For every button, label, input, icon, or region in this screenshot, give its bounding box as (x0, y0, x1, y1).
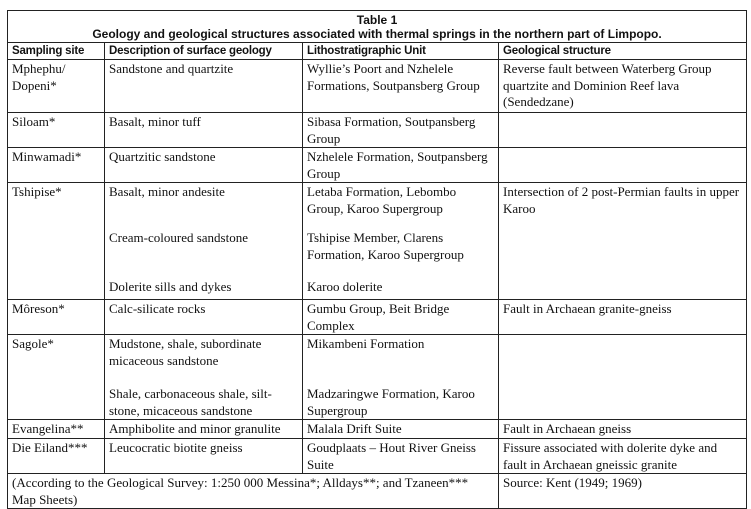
geology-table (7, 10, 747, 509)
table-title: Table 1 (356, 13, 398, 27)
unit-entry: Tshipise Member, Clarens Formation, Karoo Supergroup (307, 230, 464, 262)
table-row (8, 335, 747, 420)
table-row (8, 60, 747, 113)
table-row (8, 420, 747, 439)
description-entry: Calc-silicate rocks (109, 301, 206, 316)
cell-unit (303, 335, 499, 420)
description-entry: Sandstone and quartzite (109, 61, 234, 76)
description-entry: Shale, carbonaceous shale, silt-stone, micaceous sandstone (109, 386, 272, 418)
footer-row (8, 474, 747, 509)
cell-unit (303, 420, 499, 439)
header-row (8, 43, 747, 60)
cell-structure (499, 148, 747, 183)
cell-description (105, 148, 303, 183)
cell-site: Tshipise* (8, 183, 105, 300)
cell-structure: Fault in Archaean gneiss (499, 420, 747, 439)
cell-site: Evangelina** (8, 420, 105, 439)
cell-unit (303, 439, 499, 474)
description-entry: Amphibolite and minor granulite (109, 421, 281, 436)
unit-entry: Malala Drift Suite (307, 421, 402, 436)
cell-site: Die Eiland*** (8, 439, 105, 474)
table-row (8, 183, 747, 300)
description-entry: Mudstone, shale, subordinate micaceous sandstone (109, 336, 262, 368)
table-row (8, 113, 747, 148)
header-description: Description of surface geology (105, 43, 303, 60)
cell-description (105, 183, 303, 300)
cell-structure: Fault in Archaean granite-gneiss (499, 300, 747, 335)
unit-entry: Letaba Formation, Lebombo Group, Karoo Supergroup (307, 184, 457, 216)
description-entry: Dolerite sills and dykes (109, 279, 232, 294)
cell-site: Minwamadi* (8, 148, 105, 183)
unit-entry: Mikambeni Formation (307, 336, 425, 351)
cell-unit (303, 300, 499, 335)
cell-description (105, 300, 303, 335)
unit-entry: Wyllie’s Poort and Nzhelele Formations, Soutpansberg Group (307, 61, 480, 93)
cell-structure (499, 113, 747, 148)
description-entry: Cream-coloured sandstone (109, 230, 248, 245)
cell-site: Sagole* (8, 335, 105, 420)
unit-entry: Nzhelele Formation, Soutpansberg Group (307, 149, 488, 181)
cell-description (105, 60, 303, 113)
header-lithostratigraphic-unit: Lithostratigraphic Unit (303, 43, 499, 60)
description-entry: Leucocratic biotite gneiss (109, 440, 243, 455)
table-row (8, 300, 747, 335)
unit-entry: Gumbu Group, Beit Bridge Complex (307, 301, 450, 333)
header-geological-structure: Geological structure (499, 43, 747, 60)
cell-site: Siloam* (8, 113, 105, 148)
cell-description (105, 420, 303, 439)
cell-site: Mphephu/ Dopeni* (8, 60, 105, 113)
table-row (8, 439, 747, 474)
table-caption (8, 11, 747, 43)
cell-site: Môreson* (8, 300, 105, 335)
footnote: (According to the Geological Survey: 1:250 000 Messina*; Alldays**; and Tzaneen*** Map Sheets) (8, 474, 499, 509)
cell-unit (303, 183, 499, 300)
cell-unit (303, 113, 499, 148)
cell-structure (499, 335, 747, 420)
unit-entry: Sibasa Formation, Soutpansberg Group (307, 114, 476, 146)
description-entry: Basalt, minor andesite (109, 184, 225, 199)
cell-description (105, 439, 303, 474)
unit-entry: Goudplaats – Hout River Gneiss Suite (307, 440, 476, 472)
table-body (8, 60, 747, 474)
unit-entry: Karoo dolerite (307, 279, 383, 294)
description-entry: Quartzitic sandstone (109, 149, 216, 164)
unit-entry: Madzaringwe Formation, Karoo Supergroup (307, 386, 475, 418)
description-entry: Basalt, minor tuff (109, 114, 201, 129)
table-row (8, 148, 747, 183)
source: Source: Kent (1949; 1969) (499, 474, 747, 509)
header-sampling-site: Sampling site (8, 43, 105, 60)
table-subtitle: Geology and geological structures associated with thermal springs in the northern part of Limpopo. (92, 27, 662, 41)
cell-unit (303, 60, 499, 113)
table-caption-row (8, 11, 747, 43)
cell-structure: Intersection of 2 post-Permian faults in upper Karoo (499, 183, 747, 300)
cell-description (105, 335, 303, 420)
cell-structure: Fissure associated with dolerite dyke and fault in Archaean gneissic granite (499, 439, 747, 474)
cell-structure: Reverse fault between Waterberg Group quartzite and Dominion Reef lava (Sendedzane) (499, 60, 747, 113)
cell-description (105, 113, 303, 148)
cell-unit (303, 148, 499, 183)
